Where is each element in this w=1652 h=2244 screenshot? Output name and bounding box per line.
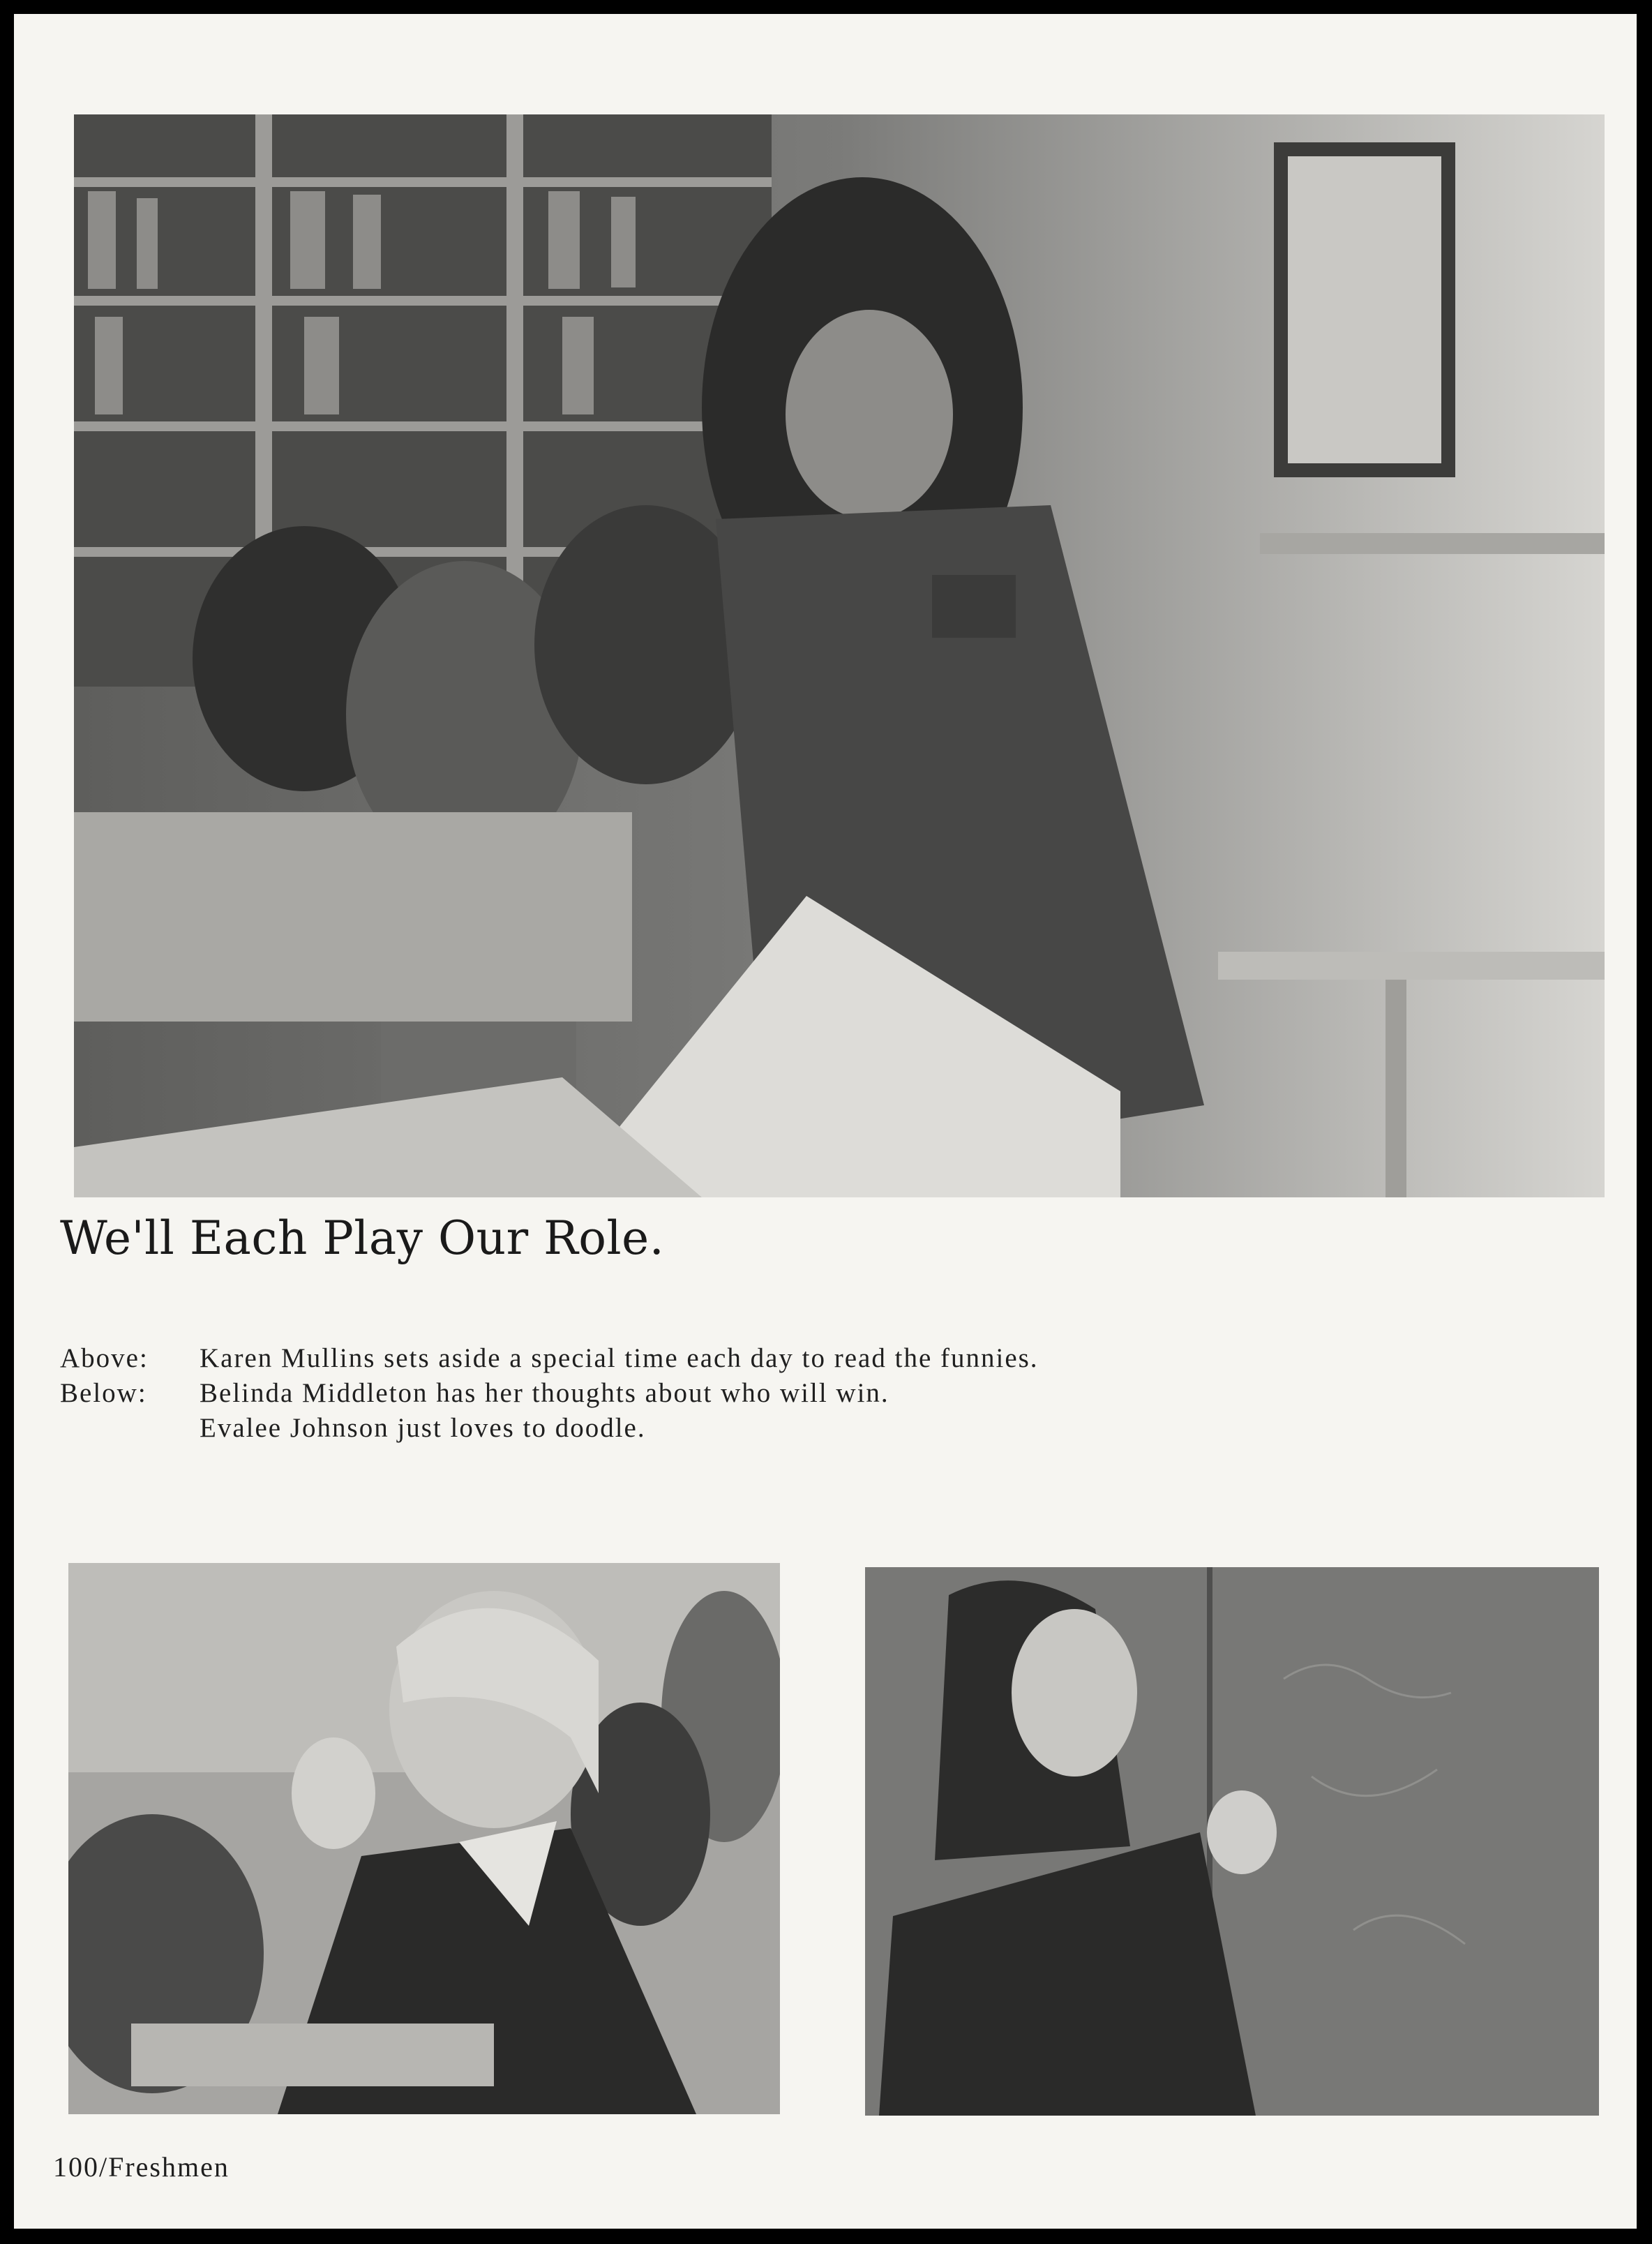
caption-below-text-1: Belinda Middleton has her thoughts about who will win. (200, 1378, 889, 1408)
photo-student-chalkboard (865, 1567, 1599, 2116)
caption-below-label: Below: (60, 1378, 147, 1408)
photo-library-reading (74, 114, 1605, 1197)
photo-student-thinking (68, 1563, 780, 2114)
caption-above-label: Above: (60, 1343, 149, 1373)
page-headline: We'll Each Play Our Role. (60, 1211, 665, 1265)
caption-below-continued (60, 1411, 1595, 1446)
yearbook-page (14, 14, 1637, 2229)
caption-above-text: Karen Mullins sets aside a special time each day to read the funnies. (200, 1343, 1039, 1373)
page-folio: 100/Freshmen (53, 2151, 230, 2183)
caption-below (60, 1376, 1595, 1411)
caption-below-text-2: Evalee Johnson just loves to doodle. (200, 1413, 646, 1443)
caption-above (60, 1341, 1595, 1376)
photo-captions (60, 1341, 1595, 1446)
